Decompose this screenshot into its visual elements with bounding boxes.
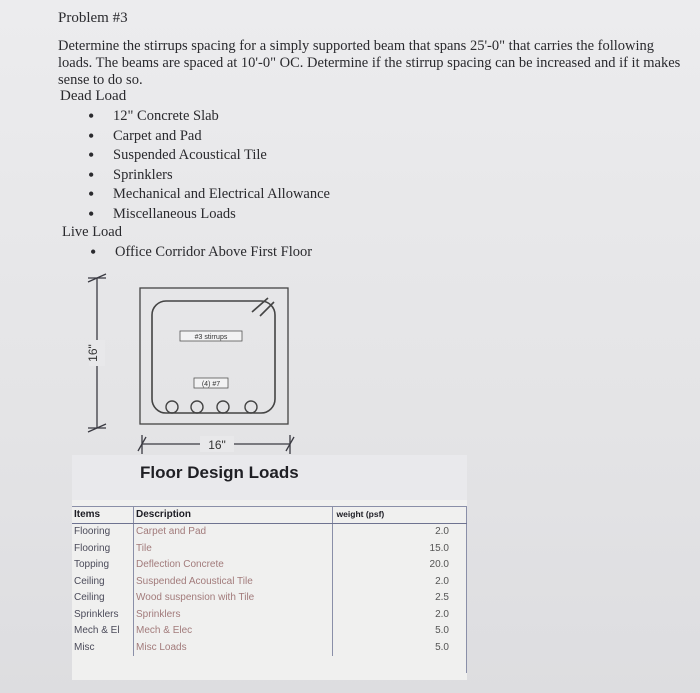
dead-load-list: [88, 107, 330, 224]
cell-weight: 5.0: [332, 639, 467, 656]
cell-item: Flooring: [72, 523, 134, 540]
cell-item: Flooring: [72, 540, 134, 557]
table-row: [72, 523, 467, 540]
cell-weight: 2.0: [332, 606, 467, 623]
table-row: [72, 623, 467, 640]
table-row: [72, 606, 467, 623]
live-load-heading: Live Load: [62, 224, 122, 240]
stirrup-label: #3 stirrups: [194, 334, 228, 341]
rebar-circle: [191, 401, 203, 413]
table-caption: Floor Design Loads: [140, 463, 299, 482]
list-item: • Office Corridor Above First Floor: [90, 243, 312, 263]
cell-description: Tile: [136, 542, 152, 554]
cell-item: Sprinklers: [72, 606, 134, 623]
cell-weight: 15.0: [332, 540, 467, 557]
list-item: • 12" Concrete Slab: [88, 107, 330, 127]
list-item: • Mechanical and Electrical Allowance: [88, 185, 330, 205]
table-row: [72, 639, 467, 656]
cell-item: Ceiling: [72, 573, 134, 590]
beam-section-diagram: [80, 268, 320, 490]
table-row: [72, 540, 467, 557]
header-description: Description: [134, 506, 333, 523]
cell-description: Wood suspension with Tile: [136, 592, 255, 604]
table-row: [72, 590, 467, 607]
header-weight: weight (psf): [332, 506, 467, 523]
problem-description: Determine the stirrups spacing for a simply supported beam that spans 25'-0" that carries the following loads. The beams are spaced at 10'-0" OC. Determine if the stirrup spacing can be increased and if it makes sense to do so.: [58, 38, 681, 88]
cell-item: Mech & El: [72, 623, 134, 640]
problem-title: Problem #3: [58, 10, 128, 26]
rebar-circle: [166, 401, 178, 413]
list-item: • Sprinklers: [88, 166, 330, 186]
cell-description: Sprinklers: [136, 608, 181, 620]
cell-weight: 2.5: [332, 590, 467, 607]
table-row: [72, 573, 467, 590]
rebar-circle: [245, 401, 257, 413]
header-items: Items: [72, 506, 134, 523]
cell-weight: 20.0: [332, 557, 467, 574]
live-load-list: [90, 243, 312, 263]
floor-design-loads-table: [72, 500, 467, 680]
cell-item: Topping: [72, 557, 134, 574]
bar-label: (4) #7: [201, 381, 221, 388]
cell-weight: 2.0: [332, 573, 467, 590]
table-row: [72, 557, 467, 574]
cell-description: Carpet and Pad: [136, 526, 207, 538]
list-item: • Carpet and Pad: [88, 127, 330, 147]
cell-weight: 5.0: [332, 623, 467, 640]
cell-description: Misc Loads: [136, 641, 187, 653]
cell-item: Ceiling: [72, 590, 134, 607]
cell-description: Deflection Concrete: [136, 559, 224, 571]
dead-load-heading: Dead Load: [60, 88, 127, 104]
height-dimension-label: 16": [86, 344, 100, 362]
cell-description: Suspended Acoustical Tile: [136, 575, 253, 587]
cell-description: Mech & Elec: [136, 625, 193, 637]
list-item: • Suspended Acoustical Tile: [88, 146, 330, 166]
cell-item: Misc: [72, 639, 134, 656]
cell-weight: 2.0: [332, 523, 467, 540]
list-item: • Miscellaneous Loads: [88, 205, 330, 225]
width-dimension-label: 16": [208, 438, 226, 452]
rebar-circle: [217, 401, 229, 413]
